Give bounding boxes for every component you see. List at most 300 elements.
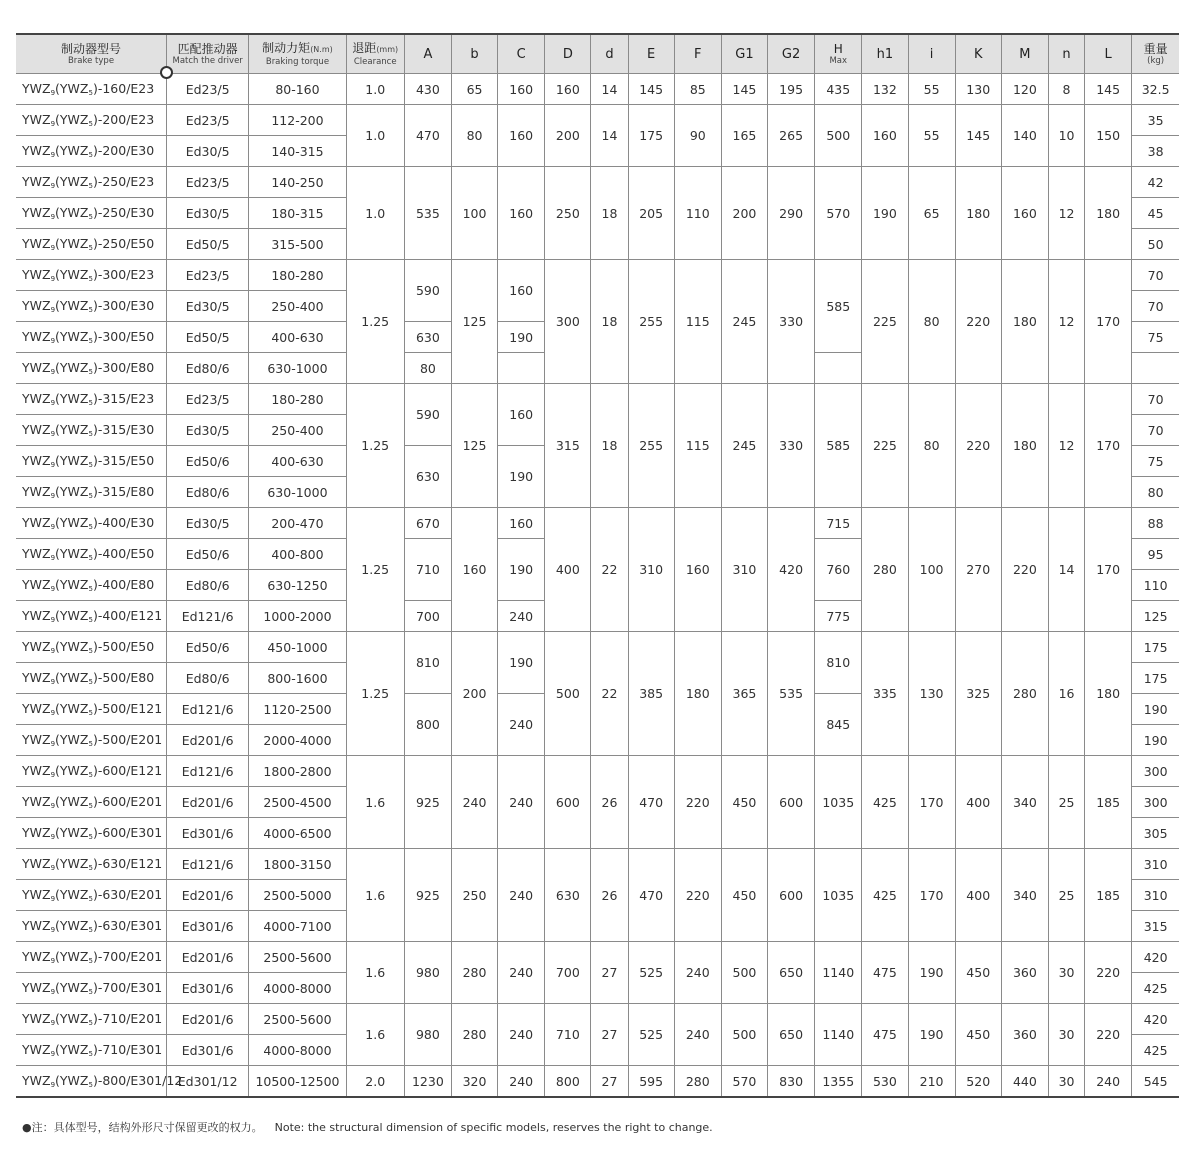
model-part: YWZ (22, 887, 51, 902)
driver-cell: Ed23/5 (167, 260, 249, 291)
model-part: 5 (88, 957, 93, 965)
dim-h-cell: 775 (815, 601, 862, 632)
weight-cell: 50 (1132, 229, 1179, 260)
model-part: ) (92, 391, 98, 406)
dim-f-cell: 240 (674, 1004, 721, 1066)
model-part: 5 (88, 709, 93, 717)
model-part: (YWZ (55, 577, 89, 592)
model-part: YWZ (22, 856, 51, 871)
dim-a-cell: 470 (404, 105, 451, 167)
brake-type-cell (16, 291, 167, 322)
model-part: ) (92, 1011, 98, 1026)
dim-f-cell: 90 (674, 105, 721, 167)
dim-n-cell: 12 (1048, 384, 1084, 508)
brake-type-cell (16, 353, 167, 384)
dim-g1-cell: 500 (721, 942, 767, 1004)
model-part: 9 (50, 740, 56, 748)
header-D: D (545, 34, 591, 74)
model-part: 5 (88, 244, 93, 252)
dim-h1-cell: 475 (862, 1004, 908, 1066)
model-part: -600/E301 (97, 825, 163, 840)
dim-h1-cell: 132 (862, 74, 908, 105)
model-part: YWZ (22, 515, 51, 530)
driver-cell: Ed50/6 (167, 632, 249, 663)
model-part: 5 (88, 182, 93, 190)
brake-type-cell (16, 1066, 183, 1098)
dim-e-cell: 385 (628, 632, 674, 756)
model-part: 9 (50, 275, 56, 283)
dim-a-cell: 670 (404, 508, 451, 539)
dim-a-cell: 980 (404, 942, 451, 1004)
dim-f-cell: 115 (674, 260, 721, 384)
brake-type-cell (16, 322, 167, 353)
torque-cell: 10500-12500 (249, 1066, 346, 1098)
dim-d-cell: 26 (591, 756, 628, 849)
model-part: (YWZ (55, 422, 89, 437)
model-part: 5 (88, 399, 93, 407)
torque-cell: 2500-5600 (249, 942, 346, 973)
table-row (16, 1004, 1179, 1035)
model-part: ) (92, 267, 98, 282)
torque-cell: 140-250 (249, 167, 346, 198)
model-part: 9 (50, 709, 56, 717)
dim-g1-cell: 310 (721, 508, 767, 632)
dim-f-cell: 115 (674, 384, 721, 508)
dim-h-cell: 760 (815, 539, 862, 601)
weight-cell: 125 (1132, 601, 1179, 632)
model-part: YWZ (22, 577, 51, 592)
brake-type-cell (16, 570, 167, 601)
header-A: A (404, 34, 451, 74)
dim-a-cell: 700 (404, 601, 451, 632)
model-part: ) (92, 825, 98, 840)
model-part: YWZ (22, 1011, 51, 1026)
dim-n-cell: 25 (1048, 849, 1084, 942)
dim-c-cell: 240 (498, 1066, 545, 1098)
model-part: (YWZ (55, 81, 89, 96)
model-part: ) (92, 298, 98, 313)
model-part: -400/E80 (97, 577, 155, 592)
dim-e-cell: 525 (628, 1004, 674, 1066)
model-part: 9 (50, 492, 56, 500)
model-part: (YWZ (55, 887, 89, 902)
dim-d-cell: 27 (591, 942, 628, 1004)
clearance-cell: 1.0 (346, 105, 404, 167)
dim-k-cell: 180 (955, 167, 1001, 260)
model-part: YWZ (22, 980, 51, 995)
dim-b-cell: 80 (451, 105, 497, 167)
model-part: (YWZ (55, 918, 89, 933)
model-part: 5 (88, 1019, 93, 1027)
brake-type-cell (16, 942, 167, 973)
weight-cell: 70 (1132, 415, 1179, 446)
model-part: 9 (50, 895, 56, 903)
brake-type-cell (16, 601, 167, 632)
model-part: YWZ (22, 670, 51, 685)
dim-g2-cell: 195 (768, 74, 815, 105)
model-part: ) (92, 887, 98, 902)
driver-cell: Ed301/6 (167, 911, 249, 942)
dim-n-cell: 12 (1048, 167, 1084, 260)
model-part: -315/E50 (97, 453, 155, 468)
model-part: YWZ (22, 546, 51, 561)
dim-b-cell: 160 (451, 508, 497, 632)
dim-m-cell: 180 (1001, 384, 1048, 508)
model-part: -710/E301 (97, 1042, 163, 1057)
driver-cell: Ed30/5 (167, 508, 249, 539)
dim-g1-cell: 200 (721, 167, 767, 260)
dim-d-cell: 18 (591, 167, 628, 260)
dim-a-cell: 630 (404, 446, 451, 508)
dim-m-cell: 440 (1001, 1066, 1048, 1098)
weight-cell: 80 (1132, 477, 1179, 508)
dim-k-cell: 400 (955, 756, 1001, 849)
model-part: -400/E121 (97, 608, 163, 623)
driver-cell: Ed301/6 (167, 973, 249, 1004)
model-part: YWZ (22, 267, 51, 282)
model-part: 9 (50, 399, 56, 407)
dim-h-cell: 715 (815, 508, 862, 539)
weight-cell: 35 (1132, 105, 1179, 136)
footnote-bullet: ● (22, 1121, 32, 1134)
dim-d-cell: 160 (545, 74, 591, 105)
brake-spec-table (16, 33, 1179, 1098)
model-part: ) (92, 174, 98, 189)
dim-g1-cell: 245 (721, 384, 767, 508)
driver-cell: Ed201/6 (167, 1004, 249, 1035)
dim-h-cell: 585 (815, 384, 862, 508)
dim-g2-cell: 265 (768, 105, 815, 167)
torque-cell: 450-1000 (249, 632, 346, 663)
dim-c-cell: 160 (498, 260, 545, 322)
dim-n-cell: 30 (1048, 942, 1084, 1004)
brake-type-cell (16, 787, 167, 818)
dim-g2-cell: 330 (768, 384, 815, 508)
dim-g1-cell: 245 (721, 260, 767, 384)
dim-d-cell: 22 (591, 632, 628, 756)
driver-cell: Ed80/6 (167, 570, 249, 601)
footnote-en: Note: the structural dimension of specific models, reserves the right to change. (274, 1121, 713, 1134)
torque-cell: 112-200 (249, 105, 346, 136)
model-part: 5 (88, 802, 93, 810)
model-part: (YWZ (55, 484, 89, 499)
model-part: (YWZ (55, 825, 89, 840)
dim-a-cell: 810 (404, 632, 451, 694)
weight-cell: 88 (1132, 508, 1179, 539)
driver-cell: Ed23/5 (167, 167, 249, 198)
dim-l-cell: 185 (1085, 756, 1132, 849)
brake-type-cell (16, 260, 167, 291)
dim-l-cell: 170 (1085, 508, 1132, 632)
weight-cell: 110 (1132, 570, 1179, 601)
brake-type-cell (16, 818, 167, 849)
brake-type-cell (16, 663, 167, 694)
model-part: 9 (50, 926, 56, 934)
dim-g2-cell: 650 (768, 1004, 815, 1066)
brake-type-cell (16, 725, 167, 756)
model-part: (YWZ (55, 143, 89, 158)
model-part: 5 (88, 771, 93, 779)
dim-g2-cell: 535 (768, 632, 815, 756)
dim-g2-cell: 420 (768, 508, 815, 632)
dim-a-cell: 630 (404, 322, 451, 353)
torque-cell: 250-400 (249, 415, 346, 446)
clearance-cell: 1.0 (346, 167, 404, 260)
model-part: (YWZ (55, 1073, 89, 1088)
dim-h1-cell: 225 (862, 260, 908, 384)
dim-d-cell: 250 (545, 167, 591, 260)
torque-cell: 1120-2500 (249, 694, 346, 725)
dim-g2-cell: 600 (768, 849, 815, 942)
dim-k-cell: 450 (955, 1004, 1001, 1066)
header-i: i (908, 34, 955, 74)
torque-cell: 630-1000 (249, 477, 346, 508)
model-part: (YWZ (55, 608, 89, 623)
dim-d-cell: 27 (591, 1066, 628, 1098)
dim-h-cell: 810 (815, 632, 862, 694)
header-torque: 制动力矩(N.m) Braking torque (249, 34, 346, 74)
brake-type-cell (16, 229, 167, 260)
driver-cell: Ed80/6 (167, 663, 249, 694)
dim-c-cell: 240 (498, 1004, 545, 1066)
clearance-cell: 1.6 (346, 849, 404, 942)
dim-h1-cell: 530 (862, 1066, 908, 1098)
dim-i-cell: 170 (908, 756, 955, 849)
model-part: (YWZ (55, 732, 89, 747)
table-row (16, 1066, 1179, 1098)
model-part: YWZ (22, 1073, 51, 1088)
model-part: ) (92, 949, 98, 964)
weight-cell: 425 (1132, 1035, 1179, 1066)
model-part: 9 (50, 988, 56, 996)
header-E: E (628, 34, 674, 74)
model-part: (YWZ (55, 639, 89, 654)
dim-c-cell: 160 (498, 105, 545, 167)
dim-e-cell: 255 (628, 384, 674, 508)
dim-h-cell: 570 (815, 167, 862, 260)
dim-h-cell: 1035 (815, 756, 862, 849)
model-part: 9 (50, 89, 56, 97)
table-row (16, 260, 1179, 291)
model-part: -300/E80 (97, 360, 155, 375)
brake-type-cell (16, 74, 167, 105)
model-part: YWZ (22, 298, 51, 313)
dim-k-cell: 520 (955, 1066, 1001, 1098)
dim-b-cell: 250 (451, 849, 497, 942)
dim-h1-cell: 425 (862, 756, 908, 849)
torque-cell: 1800-3150 (249, 849, 346, 880)
dim-b-cell: 125 (451, 384, 497, 508)
dim-h1-cell: 335 (862, 632, 908, 756)
model-part: 5 (88, 523, 93, 531)
header-K: K (955, 34, 1001, 74)
model-part: (YWZ (55, 236, 89, 251)
dim-e-cell: 205 (628, 167, 674, 260)
torque-cell: 4000-8000 (249, 973, 346, 1004)
model-part: (YWZ (55, 763, 89, 778)
dim-n-cell: 30 (1048, 1066, 1084, 1098)
brake-type-cell (16, 167, 167, 198)
spec-table-body (16, 74, 1179, 1098)
dim-l-cell: 150 (1085, 105, 1132, 167)
model-part: (YWZ (55, 112, 89, 127)
model-part: 9 (50, 678, 56, 686)
brake-type-cell (16, 632, 167, 663)
dim-n-cell: 14 (1048, 508, 1084, 632)
torque-cell: 2500-5000 (249, 880, 346, 911)
driver-cell: Ed301/6 (167, 1035, 249, 1066)
model-part: 9 (50, 337, 56, 345)
torque-cell: 630-1250 (249, 570, 346, 601)
model-part: ) (92, 670, 98, 685)
dim-g2-cell: 290 (768, 167, 815, 260)
model-part: YWZ (22, 484, 51, 499)
brake-type-cell (16, 880, 167, 911)
brake-type-cell (16, 849, 167, 880)
model-part: YWZ (22, 143, 51, 158)
brake-type-cell (16, 136, 167, 167)
torque-cell: 4000-7100 (249, 911, 346, 942)
weight-cell: 175 (1132, 663, 1179, 694)
model-part: 9 (50, 120, 56, 128)
dim-k-cell: 220 (955, 384, 1001, 508)
model-part: -600/E201 (97, 794, 163, 809)
dim-a-cell: 590 (404, 260, 451, 322)
dim-l-cell: 180 (1085, 167, 1132, 260)
model-part: -500/E201 (97, 732, 163, 747)
dim-g1-cell: 500 (721, 1004, 767, 1066)
model-part: ) (92, 546, 98, 561)
dim-c-cell: 160 (498, 167, 545, 260)
model-part: (YWZ (55, 453, 89, 468)
dim-m-cell: 160 (1001, 167, 1048, 260)
header-row (16, 34, 1179, 74)
model-part: ) (92, 236, 98, 251)
model-part: 9 (50, 802, 56, 810)
dim-d-cell: 400 (545, 508, 591, 632)
torque-cell: 2500-5600 (249, 1004, 346, 1035)
dim-a-cell: 430 (404, 74, 451, 105)
dim-d-cell: 18 (591, 384, 628, 508)
dim-h-cell: 1035 (815, 849, 862, 942)
dim-k-cell: 220 (955, 260, 1001, 384)
model-part: (YWZ (55, 546, 89, 561)
table-row (16, 384, 1179, 415)
model-part: 9 (50, 368, 56, 376)
model-part: 5 (88, 306, 93, 314)
dim-k-cell: 270 (955, 508, 1001, 632)
model-part: -250/E23 (97, 174, 155, 189)
header-h1: h1 (862, 34, 908, 74)
dim-l-cell: 170 (1085, 260, 1132, 384)
header-clearance: 退距(mm) Clearance (346, 34, 404, 74)
model-part: YWZ (22, 701, 51, 716)
model-part: 9 (50, 182, 56, 190)
model-part: (YWZ (55, 329, 89, 344)
dim-g1-cell: 450 (721, 756, 767, 849)
header-weight: 重量 (kg) (1132, 34, 1179, 74)
model-part: (YWZ (55, 1011, 89, 1026)
model-part: ) (92, 577, 98, 592)
dim-m-cell: 360 (1001, 942, 1048, 1004)
model-part: 5 (88, 864, 93, 872)
model-part: YWZ (22, 608, 51, 623)
brake-type-cell (16, 694, 167, 725)
header-G1: G1 (721, 34, 767, 74)
model-part: 5 (88, 120, 93, 128)
torque-cell: 400-630 (249, 446, 346, 477)
model-part: (YWZ (55, 701, 89, 716)
model-part: 5 (88, 647, 93, 655)
model-part: 9 (50, 430, 56, 438)
model-part: -500/E80 (97, 670, 155, 685)
dim-f-cell: 180 (674, 632, 721, 756)
torque-cell: 1800-2800 (249, 756, 346, 787)
dim-e-cell: 525 (628, 942, 674, 1004)
model-part: YWZ (22, 918, 51, 933)
dim-c-cell: 190 (498, 539, 545, 601)
dim-f-cell: 160 (674, 508, 721, 632)
dim-d-cell: 26 (591, 849, 628, 942)
model-part: 5 (88, 895, 93, 903)
driver-cell: Ed30/5 (167, 136, 249, 167)
dim-c-cell: 190 (498, 632, 545, 694)
driver-cell: Ed201/6 (167, 725, 249, 756)
weight-cell: 42 (1132, 167, 1179, 198)
torque-cell: 4000-8000 (249, 1035, 346, 1066)
table-row (16, 508, 1179, 539)
model-part: YWZ (22, 453, 51, 468)
header-L: L (1085, 34, 1132, 74)
model-part: 5 (88, 275, 93, 283)
driver-cell: Ed23/5 (167, 74, 249, 105)
model-part: 5 (88, 368, 93, 376)
dim-h1-cell: 425 (862, 849, 908, 942)
dim-m-cell: 280 (1001, 632, 1048, 756)
model-part: ) (92, 918, 98, 933)
model-part: ) (92, 794, 98, 809)
dim-i-cell: 210 (908, 1066, 955, 1098)
model-part: 5 (88, 678, 93, 686)
torque-cell: 1000-2000 (249, 601, 346, 632)
model-part: YWZ (22, 732, 51, 747)
model-part: -300/E30 (97, 298, 155, 313)
model-part: YWZ (22, 81, 51, 96)
model-part: (YWZ (55, 949, 89, 964)
model-part: 9 (50, 461, 56, 469)
dim-e-cell: 470 (628, 849, 674, 942)
model-part: 5 (88, 151, 93, 159)
dim-b-cell: 240 (451, 756, 497, 849)
dim-f-cell: 110 (674, 167, 721, 260)
driver-cell: Ed50/5 (167, 322, 249, 353)
dim-m-cell: 340 (1001, 849, 1048, 942)
model-part: 9 (50, 957, 56, 965)
dim-h-cell: 845 (815, 694, 862, 756)
dim-n-cell: 12 (1048, 260, 1084, 384)
dim-k-cell: 400 (955, 849, 1001, 942)
dim-d-cell: 315 (545, 384, 591, 508)
dim-d-cell: 22 (591, 508, 628, 632)
driver-cell: Ed30/5 (167, 291, 249, 322)
dim-n-cell: 10 (1048, 105, 1084, 167)
dim-d-cell: 14 (591, 105, 628, 167)
weight-cell: 315 (1132, 911, 1179, 942)
driver-cell: Ed50/6 (167, 539, 249, 570)
model-part: ) (92, 701, 98, 716)
model-part: -630/E301 (97, 918, 163, 933)
model-part: -400/E50 (97, 546, 155, 561)
